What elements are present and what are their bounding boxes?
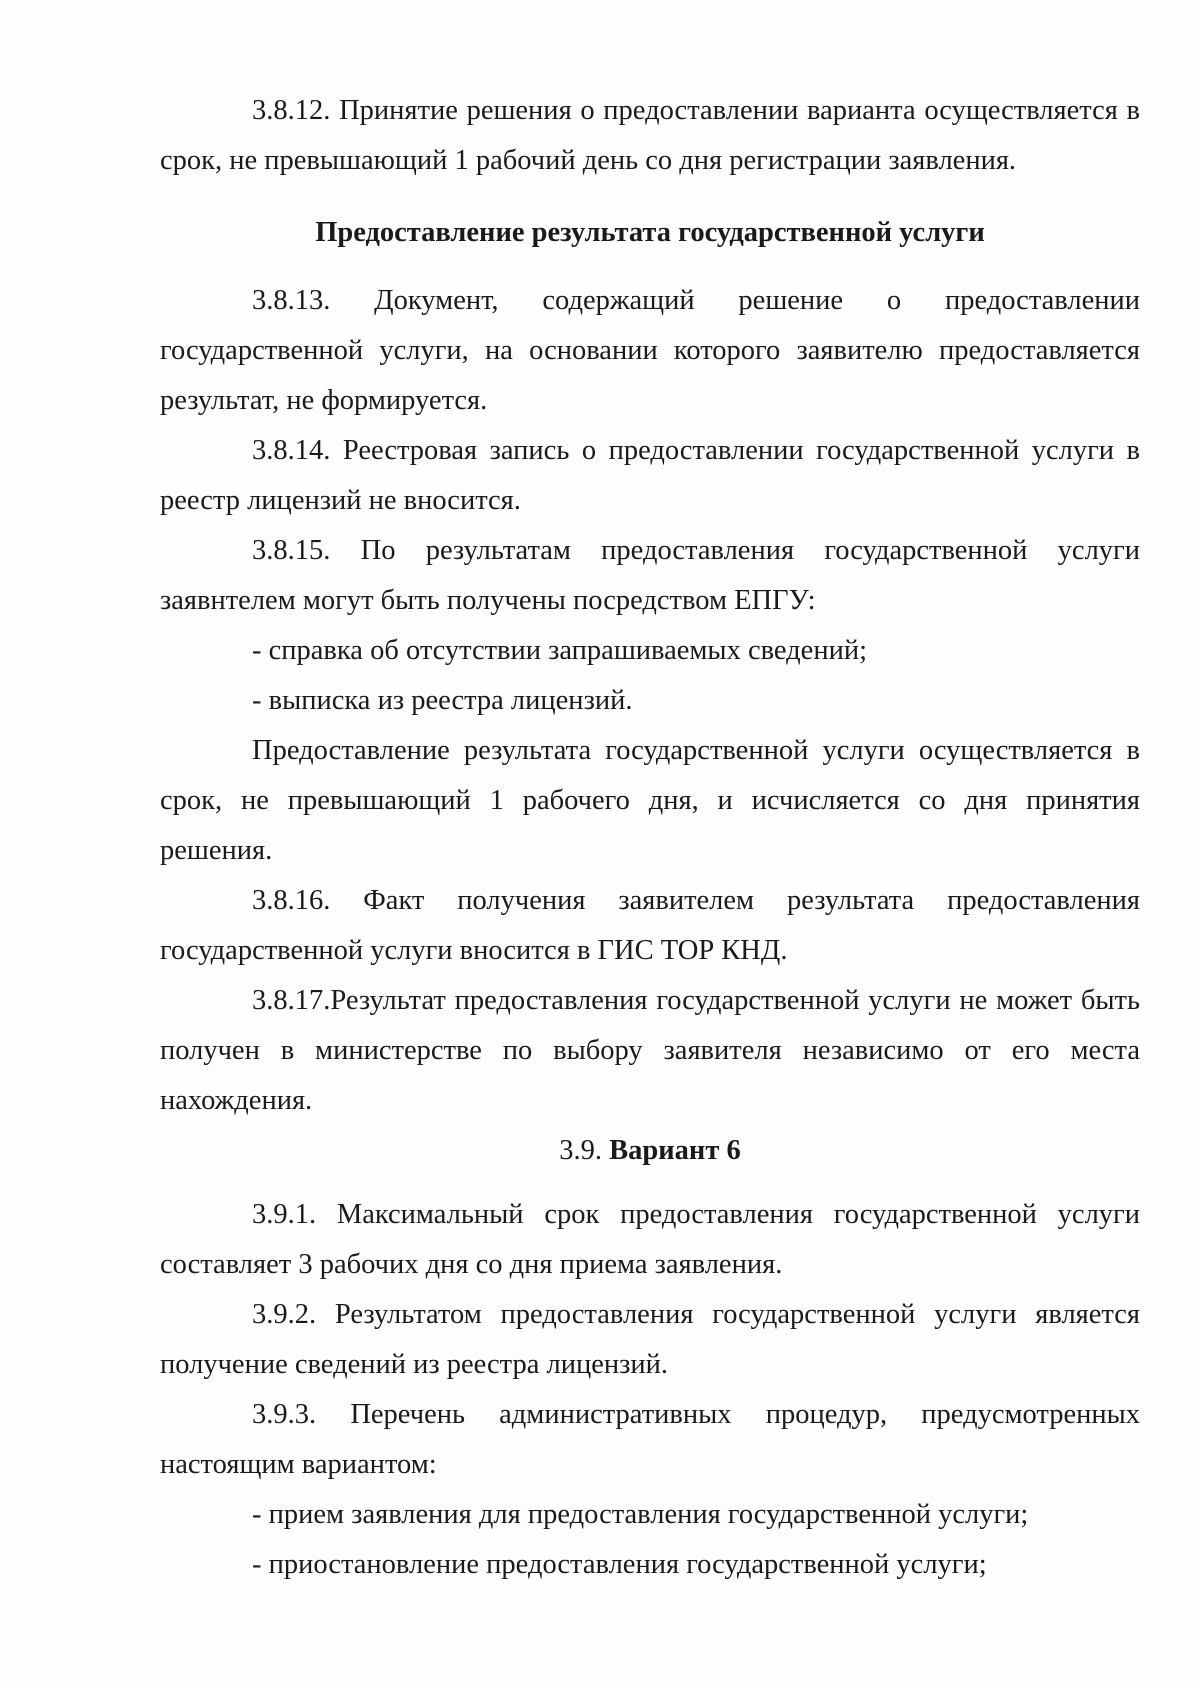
section-name: Вариант 6	[609, 1135, 741, 1166]
list-item: - справка об отсутствии запрашиваемых сведений;	[252, 635, 867, 666]
paragraph-result-term: Предоставление результата государственной услуги осуществляется в срок, не превышающий 1 рабочего дня, и исчисляется со дня принятия решения.	[160, 735, 1140, 866]
paragraph-3-8-17: 3.8.17.Результат предоставления государственной услуги не может быть получен в министерстве по выбору заявителя независимо от его места нахождения.	[160, 985, 1140, 1116]
paragraph-3-9-2: 3.9.2. Результатом предоставления государственной услуги является получение сведений из реестра лицензий.	[160, 1299, 1140, 1380]
paragraph-3-8-15: 3.8.15. По результатам предоставления государственной услуги заявнтелем могут быть получены посредством ЕПГУ:	[160, 535, 1140, 616]
paragraph-3-8-16: 3.8.16. Факт получения заявителем результата предоставления государственной услуги вносится в ГИС ТОР КНД.	[160, 885, 1140, 966]
list-item: - прием заявления для предоставления государственной услуги;	[252, 1499, 1029, 1530]
paragraph-3-8-13: 3.8.13. Документ, содержащий решение о предоставлении государственной услуги, на основании которого заявителю предоставляется результат, не формируется.	[160, 285, 1140, 416]
heading-result-provision: Предоставление результата государственной услуги	[315, 217, 985, 248]
section-number: 3.9.	[559, 1135, 603, 1166]
paragraph-3-9-3: 3.9.3. Перечень административных процедур, предусмотренных настоящим вариантом:	[160, 1399, 1140, 1480]
list-item: - приостановление предоставления государственной услуги;	[252, 1549, 987, 1580]
list-item: - выписка из реестра лицензий.	[252, 685, 633, 716]
paragraph-3-8-14: 3.8.14. Реестровая запись о предоставлении государственной услуги в реестр лицензий не вносится.	[160, 435, 1140, 516]
paragraph-3-8-12: 3.8.12. Принятие решения о предоставлении варианта осуществляется в срок, не превышающий 1 рабочий день со дня регистрации заявления.	[160, 95, 1140, 176]
section-title-3-9	[160, 1126, 1140, 1176]
paragraph-3-9-1: 3.9.1. Максимальный срок предоставления государственной услуги составляет 3 рабочих дня со дня приема заявления.	[160, 1199, 1140, 1280]
document-body	[160, 86, 1140, 1590]
